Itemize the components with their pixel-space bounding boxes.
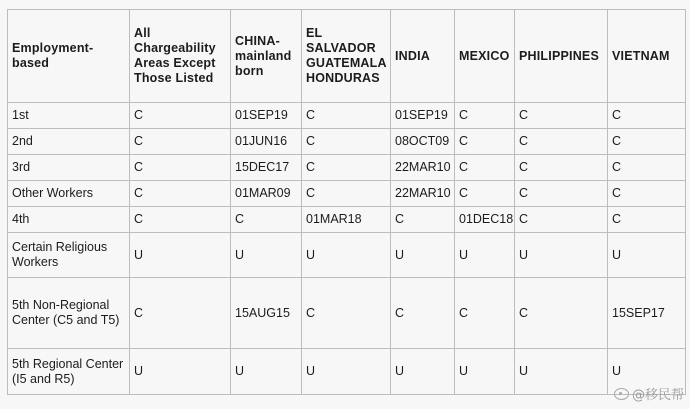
table-cell: C xyxy=(391,207,455,233)
header-el-salvador-guatemala-honduras: EL SALVADOR GUATEMALA HONDURAS xyxy=(302,10,391,103)
table-cell: C xyxy=(515,103,608,129)
table-cell: C xyxy=(515,181,608,207)
header-employment-based: Employment-based xyxy=(8,10,130,103)
table-cell: C xyxy=(608,129,686,155)
table-row xyxy=(8,233,686,278)
row-category: 1st xyxy=(8,103,130,129)
table-cell: C xyxy=(608,103,686,129)
table-cell: 22MAR10 xyxy=(391,181,455,207)
header-philippines: PHILIPPINES xyxy=(515,10,608,103)
table-cell: U xyxy=(231,349,302,395)
table-cell: C xyxy=(608,207,686,233)
row-category: Other Workers xyxy=(8,181,130,207)
table-row xyxy=(8,129,686,155)
table-cell: U xyxy=(302,233,391,278)
table-cell: C xyxy=(302,103,391,129)
row-category: 3rd xyxy=(8,155,130,181)
header-all-chargeability: All Chargeability Areas Except Those Listed xyxy=(130,10,231,103)
table-cell: U xyxy=(391,233,455,278)
table-cell: C xyxy=(130,207,231,233)
table-cell: U xyxy=(608,349,686,395)
row-category: Certain Religious Workers xyxy=(8,233,130,278)
table-cell: C xyxy=(130,278,231,349)
table-cell: U xyxy=(455,349,515,395)
header-mexico: MEXICO xyxy=(455,10,515,103)
table-cell: U xyxy=(608,233,686,278)
table-cell: C xyxy=(455,155,515,181)
table-cell: C xyxy=(302,181,391,207)
table-row xyxy=(8,278,686,349)
table-cell: 15DEC17 xyxy=(231,155,302,181)
table-cell: 15AUG15 xyxy=(231,278,302,349)
table-cell: 22MAR10 xyxy=(391,155,455,181)
table-cell: C xyxy=(391,278,455,349)
table-cell: U xyxy=(231,233,302,278)
row-category: 4th xyxy=(8,207,130,233)
table-cell: U xyxy=(391,349,455,395)
table-cell: U xyxy=(515,233,608,278)
table-cell: 08OCT09 xyxy=(391,129,455,155)
table-cell: C xyxy=(130,129,231,155)
table-cell: C xyxy=(455,181,515,207)
table-cell: C xyxy=(130,181,231,207)
table-cell: C xyxy=(455,129,515,155)
table-cell: C xyxy=(515,207,608,233)
table-cell: C xyxy=(608,155,686,181)
table-cell: C xyxy=(231,207,302,233)
table-cell: 15SEP17 xyxy=(608,278,686,349)
table-cell: C xyxy=(455,103,515,129)
table-cell: C xyxy=(455,278,515,349)
watermark-text: @移民帮 xyxy=(631,388,684,403)
table-cell: C xyxy=(302,129,391,155)
row-category: 2nd xyxy=(8,129,130,155)
weibo-icon xyxy=(614,388,629,400)
table-row xyxy=(8,207,686,233)
table-cell: C xyxy=(608,181,686,207)
table-cell: C xyxy=(515,155,608,181)
table-cell: 01DEC18 xyxy=(455,207,515,233)
table-cell: U xyxy=(302,349,391,395)
table-row xyxy=(8,349,686,395)
table-cell: 01JUN16 xyxy=(231,129,302,155)
watermark xyxy=(614,384,684,403)
table-cell: 01MAR18 xyxy=(302,207,391,233)
header-row xyxy=(8,10,686,103)
visa-bulletin-table xyxy=(7,9,686,395)
table-cell: 01SEP19 xyxy=(231,103,302,129)
table-row xyxy=(8,155,686,181)
header-china: CHINA-mainland born xyxy=(231,10,302,103)
row-category: 5th Regional Center (I5 and R5) xyxy=(8,349,130,395)
table-cell: C xyxy=(302,278,391,349)
table-cell: C xyxy=(302,155,391,181)
table-cell: U xyxy=(130,233,231,278)
table-cell: C xyxy=(515,129,608,155)
row-category: 5th Non-Regional Center (C5 and T5) xyxy=(8,278,130,349)
table-row xyxy=(8,103,686,129)
table-cell: U xyxy=(130,349,231,395)
table-cell: 01SEP19 xyxy=(391,103,455,129)
table-cell: U xyxy=(455,233,515,278)
table-cell: U xyxy=(515,349,608,395)
table-cell: 01MAR09 xyxy=(231,181,302,207)
header-vietnam: VIETNAM xyxy=(608,10,686,103)
table-cell: C xyxy=(130,103,231,129)
table-cell: C xyxy=(515,278,608,349)
table-row xyxy=(8,181,686,207)
table-cell: C xyxy=(130,155,231,181)
header-india: INDIA xyxy=(391,10,455,103)
